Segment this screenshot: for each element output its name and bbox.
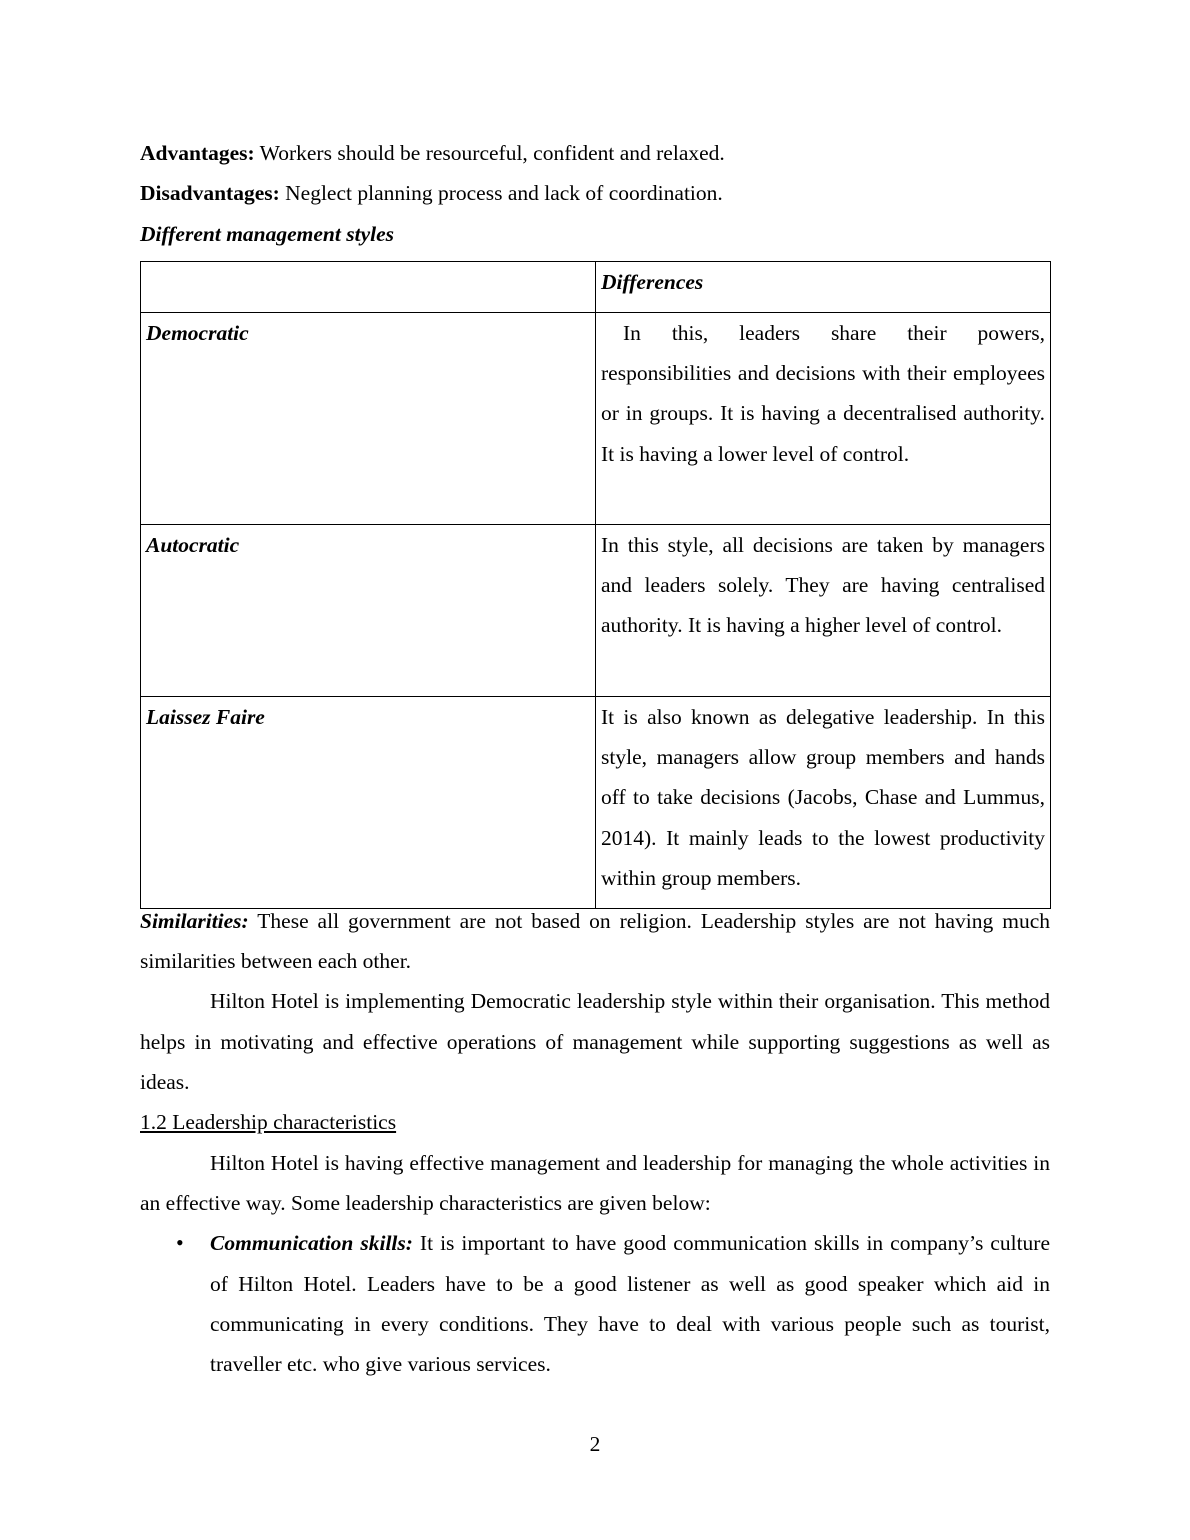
similarities-paragraph xyxy=(140,901,1050,982)
table-row xyxy=(141,312,1051,524)
disadvantages-text: Neglect planning process and lack of coordination. xyxy=(279,181,723,206)
style-name-democratic: Democratic xyxy=(141,312,596,524)
list-item xyxy=(140,1223,1050,1384)
hilton-leadership-paragraph: Hilton Hotel is implementing Democratic leadership style within their organisation. This method helps in motivating and effective operations of management while supporting suggestions as well as ideas. xyxy=(140,989,1050,1095)
table-header-row xyxy=(141,261,1051,312)
document-page xyxy=(140,133,1050,1384)
table-header-differences: Differences xyxy=(596,261,1051,312)
advantages-paragraph xyxy=(140,133,1050,173)
style-difference-autocratic: In this style, all decisions are taken by managers and leaders solely. They are having centralised authority. It is having a higher level of control. xyxy=(596,524,1051,696)
section-heading: 1.2 Leadership characteristics xyxy=(140,1110,397,1135)
advantages-text: Workers should be resourceful, confident and relaxed. xyxy=(254,141,725,165)
advantages-label: Advantages: xyxy=(140,141,255,165)
page-number: 2 xyxy=(589,1432,601,1456)
style-name-laissez-faire: Laissez Faire xyxy=(141,696,596,908)
disadvantages-label: Disadvantages: xyxy=(140,181,280,206)
table-header-empty-cell xyxy=(141,261,596,312)
bullet-icon: • xyxy=(176,1230,184,1256)
bullet-text: It is important to have good communication skills in company’s culture of Hilton Hotel. Leaders have to be a good listener as well as good speaker which aid in communicating in every conditions. They have to deal with various people such as tourist, traveller etc. who give various services. xyxy=(210,1231,1051,1377)
bullet-label: Communication skills: xyxy=(210,1231,413,1256)
style-difference-democratic xyxy=(596,312,1051,524)
style-difference-laissez-faire: It is also known as delegative leadership. In this style, managers allow group members and hands off to take decisions (Jacobs, Chase and Lummus, 2014). It mainly leads to the lowest productivity within group members. xyxy=(596,696,1051,908)
characteristics-list xyxy=(140,1223,1050,1384)
characteristics-intro-paragraph: Hilton Hotel is having effective management and leadership for managing the whole activities in an effective way. Some leadership characteristics are given below: xyxy=(140,1150,1050,1215)
disadvantages-paragraph xyxy=(140,173,1050,213)
difference-text: In this, leaders share their powers, responsibilities and decisions with their employees or in groups. It is having a decentralised authority. It is having a lower level of control. xyxy=(601,320,1045,466)
similarities-text: These all government are not based on religion. Leadership styles are not having much similarities between each other. xyxy=(140,908,1050,974)
table-row xyxy=(141,696,1051,908)
style-name-autocratic: Autocratic xyxy=(141,524,596,696)
table-caption: Different management styles xyxy=(140,221,395,246)
similarities-label: Similarities: xyxy=(140,908,249,933)
table-row xyxy=(141,524,1051,696)
management-styles-table xyxy=(140,261,1051,909)
